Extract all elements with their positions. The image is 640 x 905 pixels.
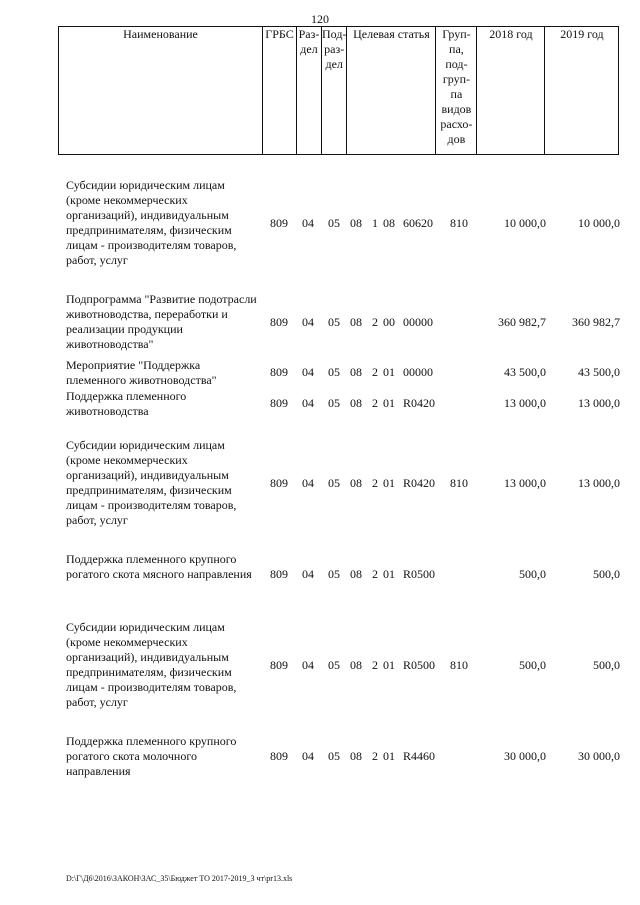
cell-v2019: 30 000,0 [578,749,620,763]
footer-path: D:\Г\Д6\2016\ЗАКОН\ЗАС_35\Бюджет ТО 2017-2019_3 чт\pr13.xls [66,874,293,883]
cell-grbs: 809 [270,365,288,379]
cell-cs3: 01 [383,749,395,763]
cell-cs1: 08 [350,476,362,490]
cell-cs3: 00 [383,315,395,329]
table-header [58,26,619,155]
cell-v2019: 13 000,0 [578,476,620,490]
cell-cs4: 00000 [403,315,433,329]
cell-grbs: 809 [270,749,288,763]
row-name: Поддержка племенного животноводства [66,389,187,418]
cell-rz: 04 [302,658,314,672]
cell-vr: 810 [450,216,468,230]
header-name: Наименование [59,27,263,155]
row-name: Мероприятие "Поддержка племенного животноводства" [66,358,217,387]
cell-v2018: 43 500,0 [504,365,546,379]
cell-cs1: 08 [350,315,362,329]
header-year-2018: 2018 год [477,27,545,155]
cell-v2019: 13 000,0 [578,396,620,410]
cell-v2018: 13 000,0 [504,476,546,490]
cell-cs2: 2 [372,365,378,379]
cell-cs4: R0420 [403,476,436,490]
cell-v2019: 500,0 [593,567,620,581]
cell-v2018: 360 982,7 [498,315,546,329]
cell-v2018: 30 000,0 [504,749,546,763]
cell-v2019: 500,0 [593,658,620,672]
row-name: Поддержка племенного крупного рогатого скота молочного направления [66,734,237,778]
cell-v2018: 13 000,0 [504,396,546,410]
cell-cs3: 01 [383,476,395,490]
cell-grbs: 809 [270,315,288,329]
row-name: Субсидии юридическим лицам (кроме некоммерческих организаций), индивидуальным предпринимателям, физическим лицам - производителям товаров, работ, услуг [66,438,237,527]
page-number: 120 [311,12,329,26]
cell-v2018: 10 000,0 [504,216,546,230]
cell-v2018: 500,0 [519,567,546,581]
cell-rz: 04 [302,396,314,410]
cell-v2019: 360 982,7 [572,315,620,329]
cell-cs4: R0500 [403,658,436,672]
header-group: Груп- па, под- груп- па видов расхо- дов [436,27,477,155]
cell-rz: 04 [302,567,314,581]
cell-cs3: 01 [383,365,395,379]
row-name: Поддержка племенного крупного рогатого скота мясного направления [66,552,252,581]
cell-cs3: 08 [383,216,395,230]
cell-cs1: 08 [350,567,362,581]
cell-rz: 04 [302,476,314,490]
cell-rz: 04 [302,216,314,230]
cell-cs1: 08 [350,216,362,230]
cell-cs3: 01 [383,567,395,581]
cell-pr: 05 [328,216,340,230]
cell-v2019: 43 500,0 [578,365,620,379]
cell-grbs: 809 [270,396,288,410]
cell-rz: 04 [302,749,314,763]
cell-cs2: 2 [372,749,378,763]
cell-cs1: 08 [350,658,362,672]
header-target: Целевая статья [347,27,436,155]
cell-cs4: 60620 [403,216,433,230]
cell-pr: 05 [328,315,340,329]
cell-rz: 04 [302,365,314,379]
header-razdel: Раз- дел [297,27,322,155]
header-year-2019: 2019 год [545,27,619,155]
cell-pr: 05 [328,567,340,581]
cell-cs2: 2 [372,396,378,410]
cell-cs3: 01 [383,396,395,410]
cell-cs4: 00000 [403,365,433,379]
cell-v2018: 500,0 [519,658,546,672]
row-name: Подпрограмма "Развитие подотрасли животноводства, переработки и реализации продукции животноводства" [66,292,257,351]
cell-grbs: 809 [270,216,288,230]
cell-pr: 05 [328,749,340,763]
header-grbs: ГРБС [263,27,297,155]
cell-cs2: 2 [372,315,378,329]
cell-pr: 05 [328,396,340,410]
cell-grbs: 809 [270,567,288,581]
header-podrazdel: Под- раз- дел [322,27,347,155]
cell-vr: 810 [450,476,468,490]
cell-cs1: 08 [350,396,362,410]
cell-cs3: 01 [383,658,395,672]
row-name: Субсидии юридическим лицам (кроме некоммерческих организаций), индивидуальным предпринимателям, физическим лицам - производителям товаров, работ, услуг [66,620,237,709]
row-name: Субсидии юридическим лицам (кроме некоммерческих организаций), индивидуальным предпринимателям, физическим лицам - производителям товаров, работ, услуг [66,178,237,267]
cell-pr: 05 [328,365,340,379]
cell-cs4: R4460 [403,749,436,763]
cell-cs2: 2 [372,658,378,672]
cell-pr: 05 [328,658,340,672]
cell-grbs: 809 [270,476,288,490]
cell-cs4: R0500 [403,567,436,581]
cell-vr: 810 [450,658,468,672]
cell-cs2: 2 [372,567,378,581]
cell-cs2: 1 [372,216,378,230]
cell-v2019: 10 000,0 [578,216,620,230]
cell-pr: 05 [328,476,340,490]
cell-cs4: R0420 [403,396,436,410]
cell-cs1: 08 [350,365,362,379]
cell-cs2: 2 [372,476,378,490]
cell-grbs: 809 [270,658,288,672]
cell-rz: 04 [302,315,314,329]
cell-cs1: 08 [350,749,362,763]
